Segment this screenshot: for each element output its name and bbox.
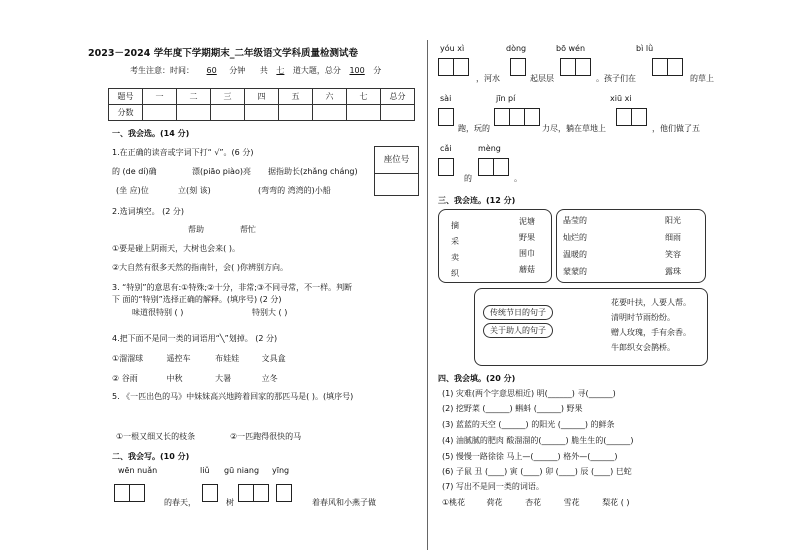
write-cell[interactable]: [560, 58, 576, 76]
category-pill[interactable]: 关于助人的句子: [483, 323, 553, 338]
q4-word[interactable]: 立冬: [261, 374, 278, 383]
q2-word: 帮忙: [240, 225, 256, 234]
match-item[interactable]: 采: [451, 237, 459, 246]
write-box-group[interactable]: [114, 484, 144, 502]
category-pill[interactable]: 传统节日的句子: [483, 305, 553, 320]
q2-prompt: 2.选词填空。 (2 分): [112, 207, 185, 216]
score-header: 六: [313, 89, 347, 105]
score-header: 四: [245, 89, 279, 105]
section-2-title: 二、我会写。(10 分): [112, 452, 190, 461]
match-item[interactable]: 蒙蒙的: [563, 267, 587, 276]
write-box-group[interactable]: [238, 484, 268, 502]
write-cell[interactable]: [667, 58, 683, 76]
fill-option[interactable]: 梨花 ( ): [602, 498, 630, 507]
sentence-fragment: 。: [514, 174, 522, 183]
q2-sentence: ②大自然有很多天然的指南针，会( )你辨别方向。: [112, 263, 288, 272]
sentence-list: [611, 295, 691, 355]
seat-number-box[interactable]: [374, 146, 419, 196]
seat-label: 座位号: [375, 147, 418, 174]
write-cell[interactable]: [438, 108, 454, 126]
match-item[interactable]: 卖: [451, 253, 459, 262]
match-box-verbs: [438, 209, 552, 283]
match-sentence[interactable]: 花要叶扶，人要人帮。: [611, 298, 691, 307]
score-header: 二: [177, 89, 211, 105]
write-box-group[interactable]: [438, 158, 453, 176]
score-cell[interactable]: [279, 105, 313, 121]
match-sentence[interactable]: 清明时节雨纷纷。: [611, 313, 675, 322]
q4-row-1: [112, 354, 286, 364]
pinyin-label: bō wén: [556, 44, 586, 53]
write-box-group[interactable]: [478, 158, 508, 176]
q4-word[interactable]: 文具盒: [261, 354, 286, 363]
fill-item[interactable]: (1) 灾难(两个字意思相近) 明(______) 寻(______): [442, 389, 616, 398]
match-item[interactable]: 织: [451, 269, 459, 278]
fill-item[interactable]: (4) 油腻腻的肥肉 酸溜溜的(______) 脆生生的(______): [442, 436, 634, 445]
sentence-fragment: 的草上: [690, 74, 714, 83]
match-left-column: [451, 218, 459, 282]
write-cell[interactable]: [478, 158, 494, 176]
sentence-fragment: 起层层: [530, 74, 554, 83]
pinyin-label: wēn nuǎn: [118, 466, 158, 475]
match-item[interactable]: 晶莹的: [563, 216, 587, 225]
score-value-row: [109, 105, 415, 121]
pinyin-label: bì lǜ: [636, 44, 654, 53]
q3-item: 特别大 ( ): [252, 308, 288, 317]
fill-option[interactable]: 杏花: [525, 498, 542, 507]
write-box-group[interactable]: [438, 108, 453, 126]
q4-word[interactable]: ② 谷雨: [112, 374, 138, 383]
sentence-fragment: ，河水: [476, 74, 500, 83]
pinyin-label: liǔ: [200, 466, 210, 475]
match-left-column: [563, 212, 587, 280]
match-item[interactable]: 露珠: [665, 267, 681, 276]
q1-option[interactable]: 据指助长(zhǎng cháng): [268, 167, 358, 176]
write-cell[interactable]: [438, 158, 454, 176]
match-item[interactable]: 摘: [451, 221, 459, 230]
score-header: 三: [211, 89, 245, 105]
q1-prompt: 1.在正确的读音或字词下打“ √”。(6 分): [112, 148, 254, 157]
sentence-fragment: 的春天，: [164, 498, 196, 507]
q4-word[interactable]: 大暑: [215, 374, 232, 383]
q1-option[interactable]: 立(刻 该): [178, 186, 211, 195]
section-1-title: 一、我会选。(14 分): [112, 129, 190, 138]
section-4-title: 四、我会填。(20 分): [438, 374, 516, 383]
pinyin-label: sài: [440, 94, 452, 103]
write-cell[interactable]: [129, 484, 145, 502]
sentence-fragment: ，他们做了五: [652, 124, 700, 133]
q3-prompt: 3. “特别”的意思有:①特殊;②十分，非常;③不同寻常，不一样。判断: [112, 283, 353, 292]
write-box-group[interactable]: [510, 58, 525, 76]
match-item[interactable]: 细雨: [665, 233, 681, 242]
write-box-group[interactable]: [560, 58, 590, 76]
write-cell[interactable]: [652, 58, 668, 76]
match-item[interactable]: 灿烂的: [563, 233, 587, 242]
fill-item: (7) 写出不是同一类的词语。: [442, 482, 544, 491]
q4-prompt: 4.把下面不是同一类的词语用“╲”划掉。 (2 分): [112, 334, 278, 343]
notice-total-prefix: 共: [259, 66, 268, 75]
write-cell[interactable]: [114, 484, 130, 502]
fill-options: [442, 498, 630, 508]
write-cell[interactable]: [616, 108, 632, 126]
q3-prompt-cont: 下 面的“特别”选择正确的解释。(填序号) (2 分): [112, 295, 282, 304]
q4-row-2: [112, 374, 278, 384]
sentence-fragment: 着春风和小燕子做: [312, 498, 376, 507]
notice-score-suffix: 分: [373, 66, 382, 75]
notice-prefix: 考生注意：时间：: [130, 66, 194, 75]
match-item[interactable]: 泥塘: [519, 217, 535, 226]
match-sentence[interactable]: 牛郎织女会鹊桥。: [611, 343, 675, 352]
fill-item[interactable]: (3) 蓝蓝的天空 (______) 的阳光 (______) 的鲜条: [442, 420, 615, 429]
write-cell[interactable]: [631, 108, 647, 126]
pinyin-label: mèng: [478, 144, 501, 153]
score-cell[interactable]: [177, 105, 211, 121]
score-header-row: [109, 89, 415, 105]
write-cell[interactable]: [276, 484, 292, 502]
write-cell[interactable]: [438, 58, 454, 76]
section-3-title: 三、我会连。(12 分): [438, 196, 516, 205]
notice-score: 100: [349, 66, 365, 75]
write-cell[interactable]: [202, 484, 218, 502]
write-cell[interactable]: [453, 58, 469, 76]
pinyin-label: yīng: [272, 466, 290, 475]
write-cell[interactable]: [510, 58, 526, 76]
match-sentence[interactable]: 赠人玫瑰，手有余香。: [611, 328, 691, 337]
write-cell[interactable]: [509, 108, 525, 126]
q4-word[interactable]: 遥控车: [166, 354, 191, 363]
notice-parts-suffix: 道大题，总分: [292, 66, 341, 75]
q4-word[interactable]: ①溜溜球: [112, 354, 144, 363]
write-cell[interactable]: [493, 158, 509, 176]
match-item[interactable]: 温暖的: [563, 250, 587, 259]
match-item[interactable]: 围巾: [519, 249, 535, 258]
match-item[interactable]: 蘑菇: [519, 265, 535, 274]
fill-option[interactable]: 荷花: [486, 498, 503, 507]
pinyin-label: gū niang: [224, 466, 260, 475]
write-box-group[interactable]: [652, 58, 682, 76]
exam-notice: [130, 66, 381, 76]
sentence-fragment: 。孩子们在: [596, 74, 636, 83]
q5-option[interactable]: ①一根又细又长的枝条: [116, 432, 196, 441]
pinyin-label: dòng: [506, 44, 527, 53]
page-title: 2023－2024 学年度下学期期末_二年级语文学科质量检测试卷: [88, 48, 358, 59]
fill-item[interactable]: (5) 慢慢一路徐徐 马上—(______) 格外—(______): [442, 452, 618, 461]
write-box-group[interactable]: [438, 58, 468, 76]
score-header: 七: [347, 89, 381, 105]
fill-item[interactable]: (2) 挖野菜 (______) 蝌蚪 (______) 野果: [442, 404, 583, 413]
pinyin-label: jīn pí: [496, 94, 516, 103]
q3-item: 味道很特别 ( ): [132, 308, 184, 317]
q1-option[interactable]: (坐 应)位: [116, 186, 149, 195]
fill-item[interactable]: (6) 子鼠 丑 (____) 寅 (____) 卯 (____) 辰 (____) 巳蛇: [442, 467, 632, 476]
write-box-group[interactable]: [494, 108, 539, 126]
score-header: 题号: [109, 89, 143, 105]
notice-parts: 七: [276, 66, 285, 75]
notice-unit: 分钟: [229, 66, 246, 75]
match-box-adjectives: [556, 209, 706, 283]
score-cell[interactable]: [211, 105, 245, 121]
sentence-fragment: 力尽，躺在草地上: [542, 124, 606, 133]
match-item[interactable]: 笑容: [665, 250, 681, 259]
score-cell[interactable]: [143, 105, 177, 121]
q4-word[interactable]: 布娃娃: [215, 354, 240, 363]
q5-prompt: 5. 《一匹出色的马》中妹妹高兴地跨着回家的那匹马是( )。(填序号): [112, 392, 354, 401]
pinyin-label: xiū xi: [610, 94, 632, 103]
score-header: 一: [143, 89, 177, 105]
write-cell[interactable]: [575, 58, 591, 76]
match-box-sentences: [474, 288, 708, 366]
score-cell[interactable]: [313, 105, 347, 121]
score-cell[interactable]: [347, 105, 381, 121]
write-cell[interactable]: [494, 108, 510, 126]
sentence-fragment: 的: [464, 174, 472, 183]
write-box-group[interactable]: [616, 108, 646, 126]
match-item[interactable]: 阳光: [665, 216, 681, 225]
pinyin-label: cǎi: [440, 144, 452, 153]
fill-option[interactable]: ①桃花: [442, 498, 466, 507]
write-cell[interactable]: [253, 484, 269, 502]
score-cell[interactable]: [245, 105, 279, 121]
score-header: 总分: [381, 89, 415, 105]
q5-option[interactable]: ②一匹跑得很快的马: [230, 432, 302, 441]
q1-option[interactable]: (弯弯的 湾湾的)小船: [258, 186, 331, 195]
q4-word[interactable]: 中秋: [166, 374, 183, 383]
score-header: 五: [279, 89, 313, 105]
write-box-group[interactable]: [276, 484, 291, 502]
sentence-fragment: 树: [226, 498, 234, 507]
q2-sentence: ①要是碰上阴雨天，大树也会来( )。: [112, 244, 240, 253]
sentence-fragment: 跑，玩的: [458, 124, 490, 133]
match-right-column: [519, 214, 535, 278]
score-table: [108, 88, 415, 121]
write-cell[interactable]: [238, 484, 254, 502]
q1-option[interactable]: 漂(piāo piào)亮: [192, 167, 251, 176]
score-cell[interactable]: [381, 105, 415, 121]
score-row-label: 分数: [109, 105, 143, 121]
column-divider: [427, 40, 428, 550]
notice-time: 60: [206, 66, 217, 75]
q2-word: 帮助: [188, 225, 204, 234]
match-item[interactable]: 野果: [519, 233, 535, 242]
pinyin-label: yóu xì: [440, 44, 465, 53]
q1-option[interactable]: 的 (de dí)确: [112, 167, 157, 176]
write-cell[interactable]: [524, 108, 540, 126]
match-right-column: [665, 212, 681, 280]
fill-option[interactable]: 雪花: [563, 498, 580, 507]
write-box-group[interactable]: [202, 484, 217, 502]
